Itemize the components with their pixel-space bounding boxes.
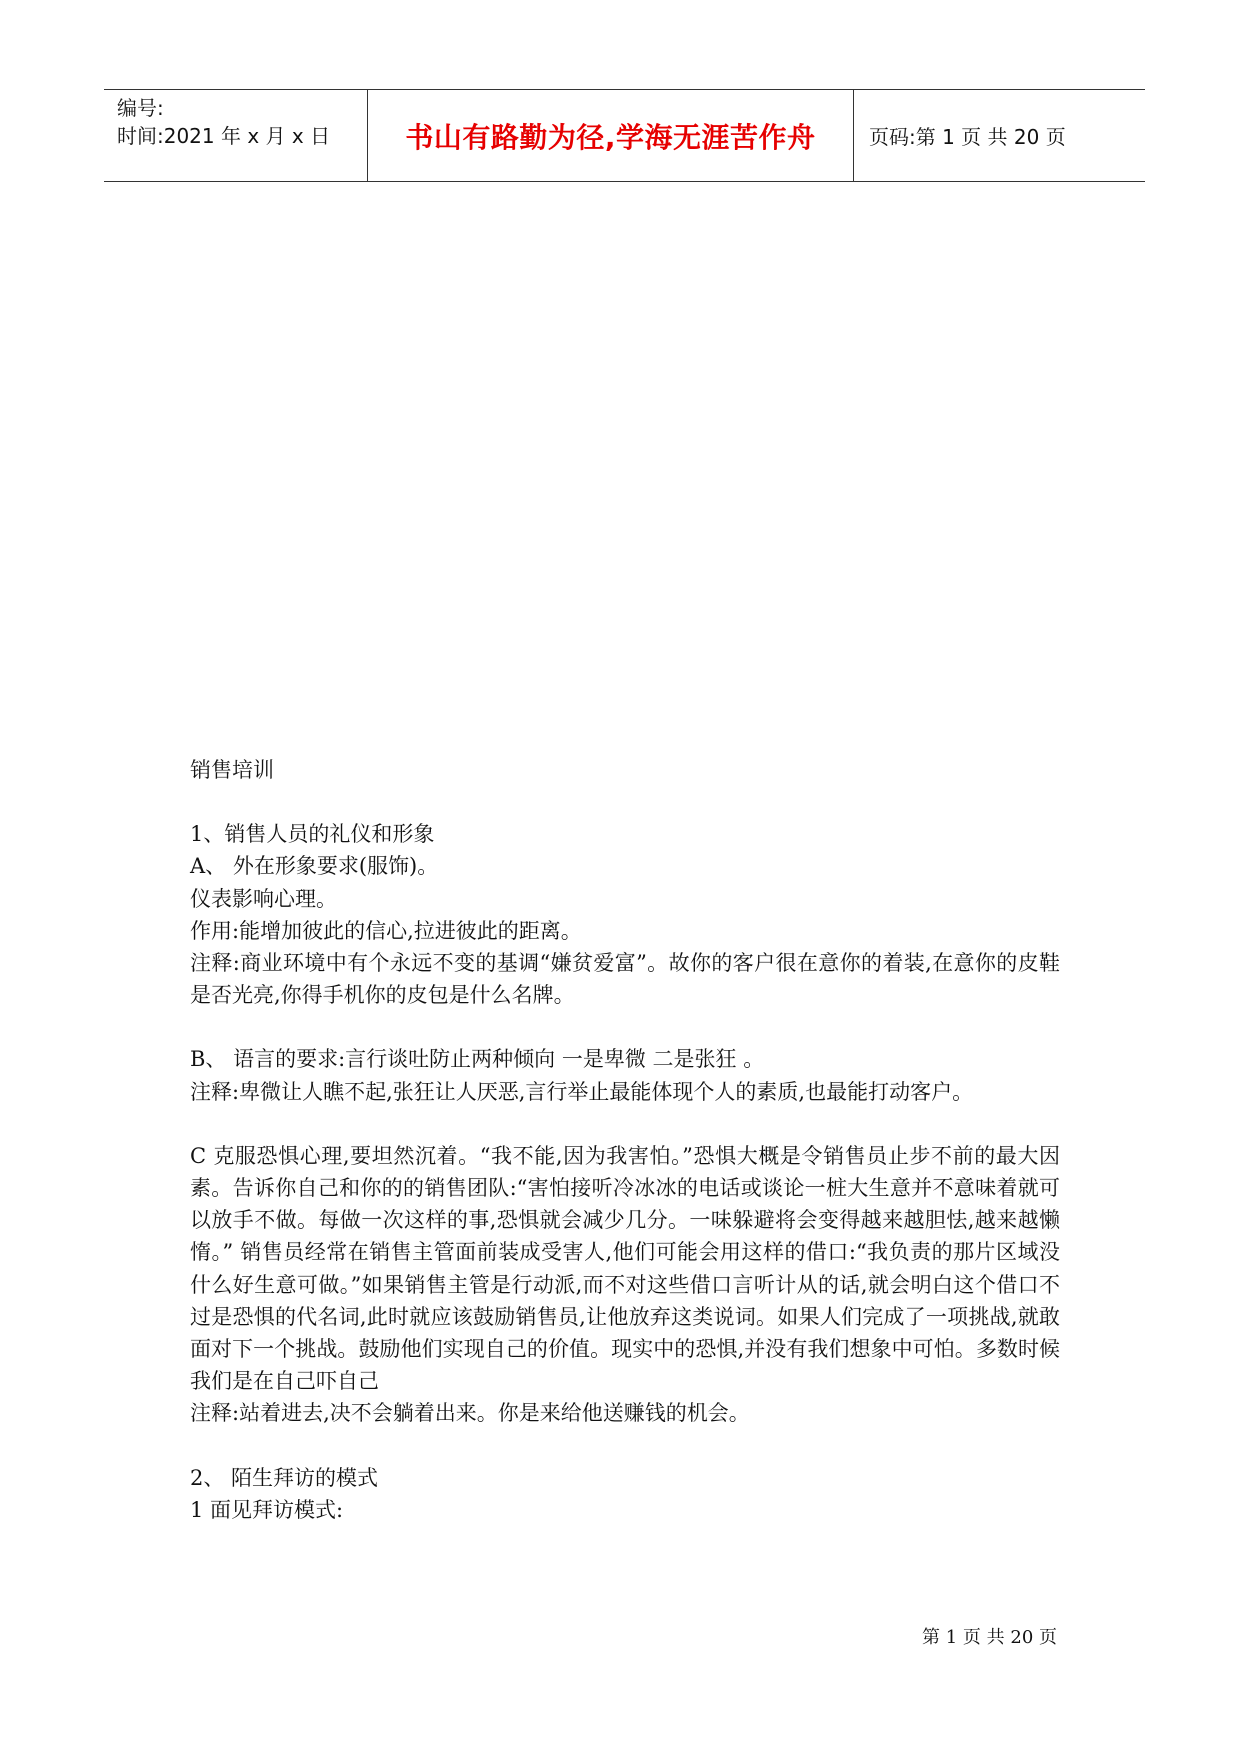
footer-page-indicator: 第 1 页 共 20 页 <box>922 1627 1057 1648</box>
header-meta <box>104 90 368 181</box>
header-page-code <box>854 90 1145 181</box>
section-2-heading: 2、 陌生拜访的模式 <box>190 1465 379 1490</box>
document-body <box>190 754 1060 1526</box>
page-footer <box>922 1623 1057 1649</box>
section-b-note: 注释:卑微让人瞧不起,张狂让人厌恶,言行举止最能体现个人的素质,也最能打动客户。 <box>190 1079 974 1104</box>
section-1-heading: 1、销售人员的礼仪和形象 <box>190 822 435 847</box>
document-title: 销售培训 <box>190 758 274 782</box>
section-a-line-1: 仪表影响心理。 <box>190 886 337 911</box>
section-a-note: 注释:商业环境中有个永远不变的基调“嫌贫爱富”。故你的客户很在意你的着装,在意你的皮鞋是否光亮,你得手机你的皮包是什么名牌。 <box>190 951 1060 1008</box>
motto-text: 书山有路勤为径,学海无涯苦作舟 <box>405 120 816 154</box>
page-header <box>104 89 1145 182</box>
spacer <box>190 786 1060 818</box>
spacer <box>190 1430 1060 1462</box>
document-date: 时间:2021 年 x 月 x 日 <box>117 124 331 148</box>
section-2-item-1: 1 面见拜访模式: <box>190 1497 344 1522</box>
spacer <box>190 1011 1060 1043</box>
section-a-heading: A、 外在形象要求(服饰)。 <box>190 854 439 879</box>
header-motto-cell <box>368 90 854 181</box>
section-c-paragraph: C 克服恐惧心理,要坦然沉着。“我不能,因为我害怕。”恐惧大概是令销售员止步不前的最大因素。告诉你自己和你的的销售团队:“害怕接听冷冰冰的电话或谈论一桩大生意并不意味着就可以放手不做。每做一次这样的事,恐惧就会减少几分。一味躲避将会变得越来越胆怯,越来越懒惰。” 销售员经常在销售主管面前装成受害人,他们可能会用这样的借口:“我负责的那片区域没什么好生意可做。”如果销售主管是行动派,而不对这些借口言听计从的话,就会明白这个借口不过是恐惧的代名词,此时就应该鼓励销售员,让他放弃这类说词。如果人们完成了一项挑战,就敢面对下一个挑战。鼓励他们实现自己的价值。现实中的恐惧,并没有我们想象中可怕。多数时候我们是在自己吓自己 <box>190 1143 1060 1394</box>
section-c-note: 注释:站着进去,决不会躺着出来。你是来给他送赚钱的机会。 <box>190 1401 750 1426</box>
page-code-text: 页码:第 1 页 共 20 页 <box>869 125 1066 149</box>
section-a-line-2: 作用:能增加彼此的信心,拉进彼此的距离。 <box>190 918 582 943</box>
document-number-label: 编号: <box>117 96 164 120</box>
spacer <box>190 1108 1060 1140</box>
section-b-heading: B、 语言的要求:言行谈吐防止两种倾向 一是卑微 二是张狂 。 <box>190 1047 765 1072</box>
